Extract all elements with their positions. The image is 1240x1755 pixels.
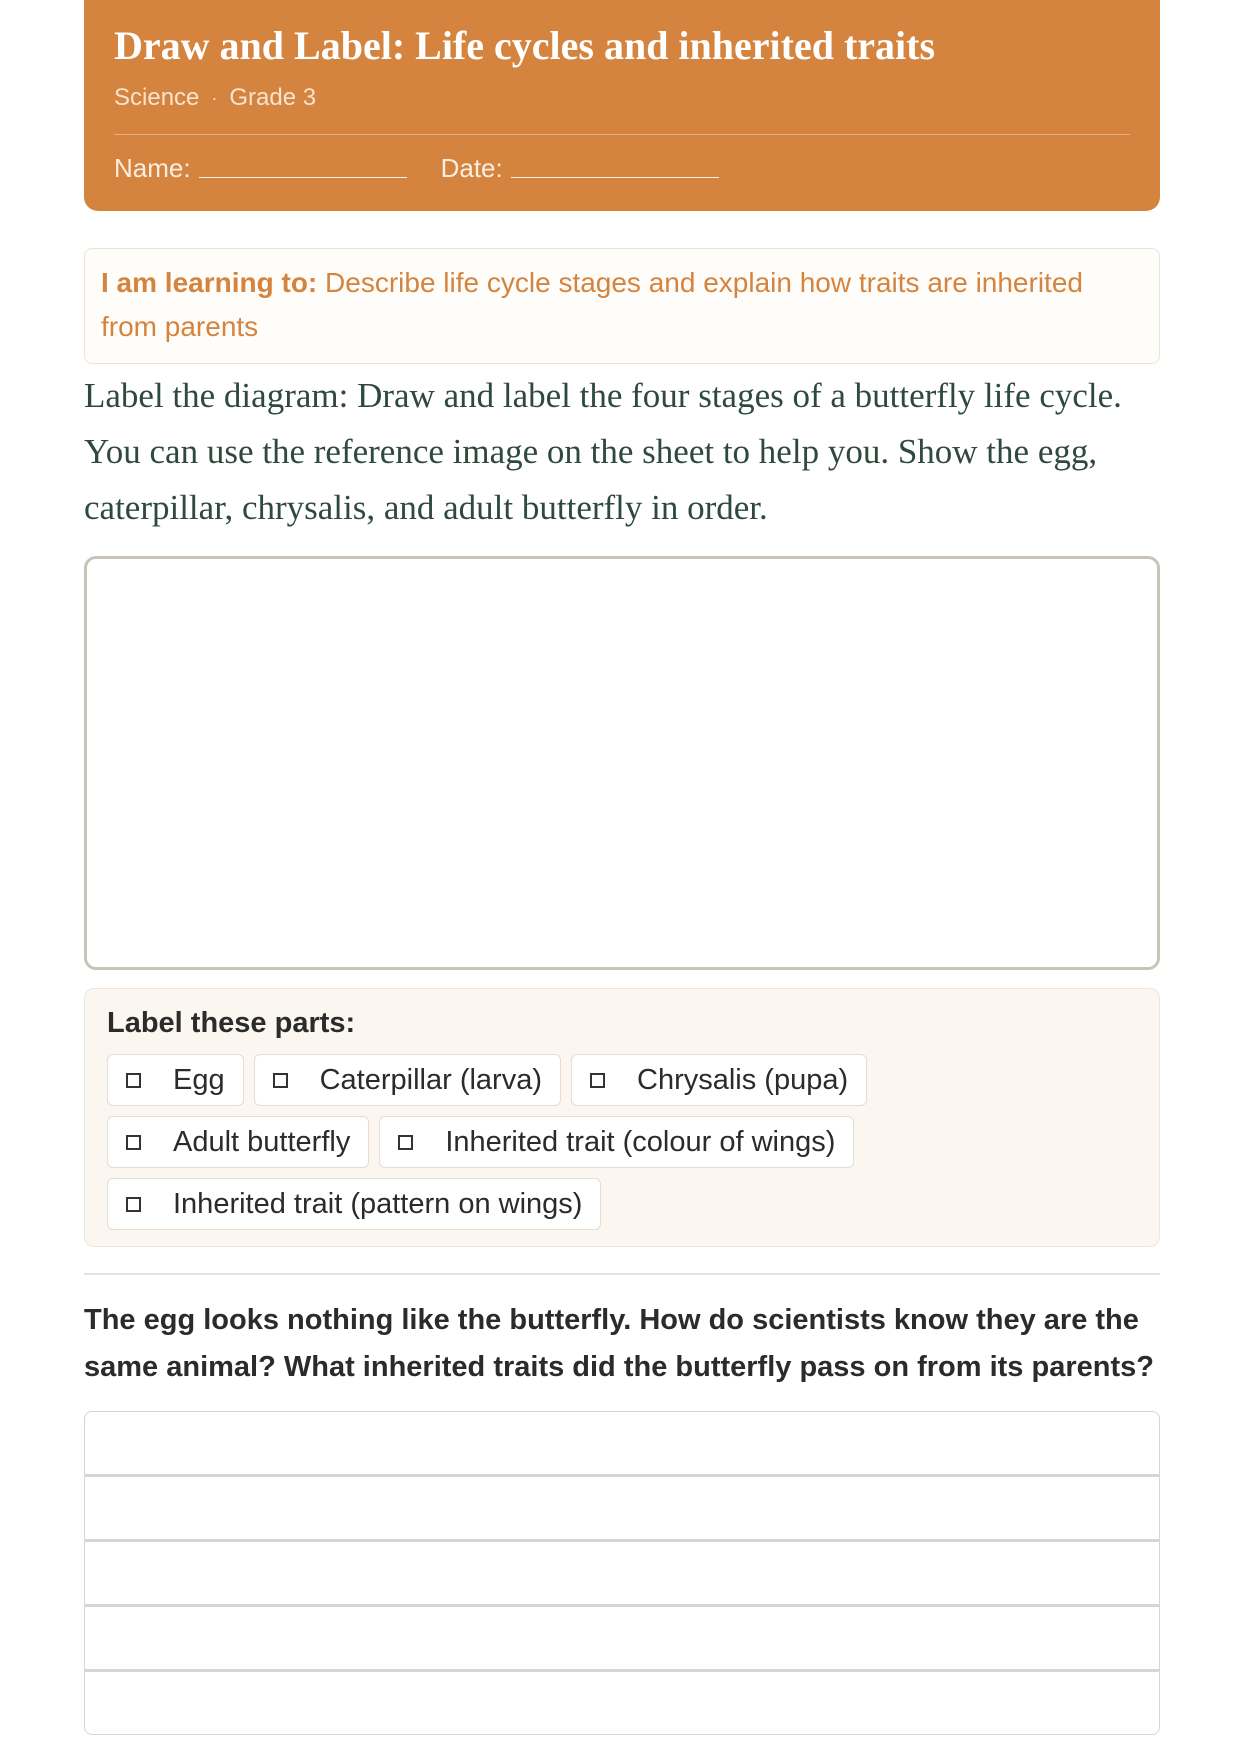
part-chip-egg[interactable] [107, 1054, 244, 1106]
header-divider [114, 134, 1130, 135]
grade-label: Grade 3 [229, 84, 317, 111]
part-chip-wing-pattern[interactable] [107, 1178, 601, 1230]
parts-checklist [107, 1054, 1137, 1230]
part-chip-chrysalis[interactable] [571, 1054, 867, 1106]
part-chip-caterpillar[interactable] [254, 1054, 561, 1106]
part-label: Caterpillar (larva) [319, 1063, 542, 1096]
name-field[interactable] [199, 177, 407, 178]
name-label: Name: [114, 153, 191, 183]
checkbox-icon[interactable] [126, 1135, 141, 1150]
checkbox-icon[interactable] [273, 1073, 288, 1088]
subject-grade [114, 84, 1130, 112]
checkbox-icon[interactable] [126, 1197, 141, 1212]
answer-line[interactable] [85, 1477, 1159, 1542]
checkbox-icon[interactable] [126, 1073, 141, 1088]
section-divider [84, 1273, 1160, 1275]
worksheet-title: Draw and Label: Life cycles and inherited traits [114, 23, 936, 68]
parts-title: Label these parts: [107, 1007, 356, 1039]
answer-line[interactable] [85, 1672, 1159, 1734]
answer-line[interactable] [85, 1607, 1159, 1672]
part-label: Chrysalis (pupa) [637, 1063, 849, 1096]
part-label: Adult butterfly [173, 1125, 351, 1158]
worksheet-header [84, 0, 1160, 211]
part-label: Egg [173, 1063, 225, 1096]
question-text: The egg looks nothing like the butterfly. How do scientists know they are the same animal? What inherited traits did the butterfly pass on from its parents? [84, 1304, 1154, 1383]
learning-objective [84, 248, 1160, 364]
checkbox-icon[interactable] [590, 1073, 605, 1088]
objective-text: Describe life cycle stages and explain how traits are inherited from parents [101, 267, 1083, 342]
part-label: Inherited trait (pattern on wings) [173, 1187, 583, 1220]
subject-label: Science [114, 84, 200, 111]
answer-line[interactable] [85, 1412, 1159, 1477]
answer-area[interactable] [84, 1411, 1160, 1735]
checkbox-icon[interactable] [398, 1135, 413, 1150]
objective-lead: I am learning to: [101, 267, 318, 298]
worksheet-page [84, 0, 1160, 1735]
instructions-text: Label the diagram: Draw and label the four stages of a butterfly life cycle. You can use the reference image on the sheet to help you. Show the egg, caterpillar, chrysalis, and adult butterfly in order. [84, 376, 1122, 527]
date-field[interactable] [511, 177, 719, 178]
name-date-row [114, 153, 1130, 184]
drawing-area[interactable] [84, 556, 1160, 970]
date-label: Date: [440, 153, 503, 183]
meta-separator: · [211, 87, 218, 108]
part-chip-adult-butterfly[interactable] [107, 1116, 369, 1168]
label-parts-panel [84, 988, 1160, 1247]
part-chip-wing-colour[interactable] [379, 1116, 854, 1168]
answer-line[interactable] [85, 1542, 1159, 1607]
part-label: Inherited trait (colour of wings) [445, 1125, 836, 1158]
